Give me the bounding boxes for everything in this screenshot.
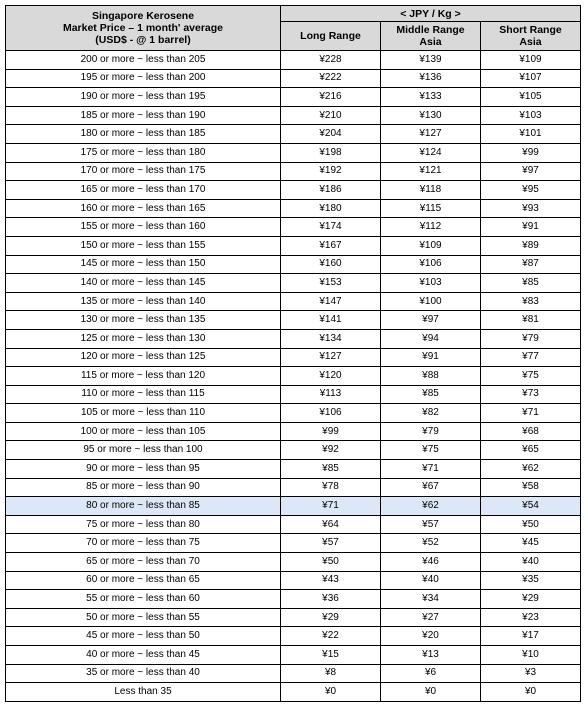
cell-middle-range: ¥118 [381,181,481,200]
cell-middle-range: ¥115 [381,199,481,218]
cell-long-range: ¥8 [281,664,381,683]
cell-middle-range: ¥133 [381,88,481,107]
cell-long-range: ¥228 [281,51,381,70]
cell-long-range: ¥0 [281,683,381,702]
cell-long-range: ¥210 [281,106,381,125]
cell-price-range: 80 or more ~ less than 85 [6,497,281,516]
cell-middle-range: ¥85 [381,385,481,404]
cell-long-range: ¥192 [281,162,381,181]
table-row [6,255,581,274]
cell-short-range: ¥91 [481,218,581,237]
cell-short-range: ¥68 [481,422,581,441]
cell-price-range: 105 or more ~ less than 110 [6,404,281,423]
table-row [6,460,581,479]
table-body [6,51,581,702]
header-short-range-asia: Short Range Asia [481,22,581,51]
cell-middle-range: ¥57 [381,515,481,534]
cell-long-range: ¥57 [281,534,381,553]
cell-price-range: 115 or more ~ less than 120 [6,367,281,386]
cell-middle-range: ¥91 [381,348,481,367]
cell-long-range: ¥160 [281,255,381,274]
cell-price-range: 85 or more ~ less than 90 [6,478,281,497]
table-row [6,292,581,311]
table-header [6,6,581,51]
cell-middle-range: ¥124 [381,143,481,162]
cell-price-range: 180 or more ~ less than 185 [6,125,281,144]
cell-middle-range: ¥106 [381,255,481,274]
fuel-surcharge-table [5,5,581,702]
cell-short-range: ¥29 [481,590,581,609]
cell-middle-range: ¥40 [381,571,481,590]
table-row [6,441,581,460]
cell-long-range: ¥204 [281,125,381,144]
table-row [6,404,581,423]
table-row [6,143,581,162]
header-middle-range-asia: Middle Range Asia [381,22,481,51]
cell-price-range: 100 or more ~ less than 105 [6,422,281,441]
cell-short-range: ¥105 [481,88,581,107]
cell-middle-range: ¥13 [381,646,481,665]
cell-middle-range: ¥121 [381,162,481,181]
cell-long-range: ¥64 [281,515,381,534]
cell-short-range: ¥95 [481,181,581,200]
cell-middle-range: ¥100 [381,292,481,311]
cell-price-range: 165 or more ~ less than 170 [6,181,281,200]
cell-price-range: 155 or more ~ less than 160 [6,218,281,237]
table-row [6,553,581,572]
cell-short-range: ¥79 [481,329,581,348]
table-row [6,664,581,683]
cell-long-range: ¥147 [281,292,381,311]
cell-price-range: 75 or more ~ less than 80 [6,515,281,534]
cell-short-range: ¥71 [481,404,581,423]
cell-middle-range: ¥20 [381,627,481,646]
cell-short-range: ¥103 [481,106,581,125]
table-row [6,571,581,590]
cell-short-range: ¥83 [481,292,581,311]
cell-short-range: ¥10 [481,646,581,665]
cell-short-range: ¥99 [481,143,581,162]
cell-long-range: ¥134 [281,329,381,348]
table-row [6,69,581,88]
cell-middle-range: ¥82 [381,404,481,423]
cell-price-range: 200 or more ~ less than 205 [6,51,281,70]
cell-long-range: ¥186 [281,181,381,200]
table-row [6,608,581,627]
cell-long-range: ¥174 [281,218,381,237]
cell-middle-range: ¥103 [381,274,481,293]
cell-long-range: ¥43 [281,571,381,590]
cell-price-range: 135 or more ~ less than 140 [6,292,281,311]
cell-middle-range: ¥139 [381,51,481,70]
table-row [6,478,581,497]
cell-short-range: ¥50 [481,515,581,534]
cell-middle-range: ¥109 [381,236,481,255]
cell-short-range: ¥87 [481,255,581,274]
cell-long-range: ¥113 [281,385,381,404]
cell-price-range: 40 or more ~ less than 45 [6,646,281,665]
table-row [6,162,581,181]
cell-price-range: 110 or more ~ less than 115 [6,385,281,404]
cell-long-range: ¥141 [281,311,381,330]
cell-price-range: 170 or more ~ less than 175 [6,162,281,181]
table-row [6,125,581,144]
cell-long-range: ¥99 [281,422,381,441]
cell-price-range: 45 or more ~ less than 50 [6,627,281,646]
table-row [6,311,581,330]
cell-short-range: ¥58 [481,478,581,497]
table-row [6,646,581,665]
cell-long-range: ¥106 [281,404,381,423]
table-row [6,497,581,516]
cell-price-range: 90 or more ~ less than 95 [6,460,281,479]
cell-middle-range: ¥62 [381,497,481,516]
cell-short-range: ¥107 [481,69,581,88]
cell-middle-range: ¥79 [381,422,481,441]
cell-long-range: ¥78 [281,478,381,497]
cell-short-range: ¥81 [481,311,581,330]
cell-middle-range: ¥88 [381,367,481,386]
cell-short-range: ¥101 [481,125,581,144]
cell-middle-range: ¥127 [381,125,481,144]
header-unit: < JPY / Kg > [281,6,581,22]
cell-short-range: ¥75 [481,367,581,386]
cell-short-range: ¥54 [481,497,581,516]
cell-long-range: ¥153 [281,274,381,293]
cell-price-range: 130 or more ~ less than 135 [6,311,281,330]
cell-middle-range: ¥112 [381,218,481,237]
cell-long-range: ¥92 [281,441,381,460]
cell-short-range: ¥0 [481,683,581,702]
header-long-range: Long Range [281,22,381,51]
cell-long-range: ¥180 [281,199,381,218]
cell-price-range: 150 or more ~ less than 155 [6,236,281,255]
cell-long-range: ¥50 [281,553,381,572]
cell-short-range: ¥77 [481,348,581,367]
cell-price-range: 195 or more ~ less than 200 [6,69,281,88]
cell-middle-range: ¥27 [381,608,481,627]
cell-short-range: ¥17 [481,627,581,646]
cell-short-range: ¥89 [481,236,581,255]
cell-middle-range: ¥46 [381,553,481,572]
cell-price-range: 175 or more ~ less than 180 [6,143,281,162]
cell-price-range: 50 or more ~ less than 55 [6,608,281,627]
table-row [6,218,581,237]
cell-middle-range: ¥6 [381,664,481,683]
cell-middle-range: ¥94 [381,329,481,348]
cell-long-range: ¥85 [281,460,381,479]
table-row [6,199,581,218]
table-row [6,348,581,367]
table-row [6,627,581,646]
surcharge-table-container [5,5,581,702]
table-row [6,683,581,702]
table-row [6,106,581,125]
cell-middle-range: ¥0 [381,683,481,702]
cell-long-range: ¥36 [281,590,381,609]
cell-middle-range: ¥52 [381,534,481,553]
cell-short-range: ¥40 [481,553,581,572]
cell-short-range: ¥23 [481,608,581,627]
cell-short-range: ¥85 [481,274,581,293]
cell-short-range: ¥3 [481,664,581,683]
cell-price-range: 95 or more ~ less than 100 [6,441,281,460]
table-row [6,385,581,404]
cell-long-range: ¥222 [281,69,381,88]
table-row [6,274,581,293]
cell-price-range: 140 or more ~ less than 145 [6,274,281,293]
cell-price-range: 160 or more ~ less than 165 [6,199,281,218]
cell-price-range: 65 or more ~ less than 70 [6,553,281,572]
cell-short-range: ¥93 [481,199,581,218]
table-row [6,236,581,255]
cell-long-range: ¥29 [281,608,381,627]
cell-short-range: ¥62 [481,460,581,479]
cell-long-range: ¥167 [281,236,381,255]
cell-long-range: ¥127 [281,348,381,367]
cell-price-range: Less than 35 [6,683,281,702]
table-row [6,367,581,386]
table-row [6,51,581,70]
cell-short-range: ¥35 [481,571,581,590]
cell-long-range: ¥216 [281,88,381,107]
cell-long-range: ¥22 [281,627,381,646]
table-row [6,590,581,609]
cell-price-range: 190 or more ~ less than 195 [6,88,281,107]
header-price-range: Singapore Kerosene Market Price – 1 month' average (USD$ - @ 1 barrel) [6,6,281,51]
cell-short-range: ¥97 [481,162,581,181]
cell-short-range: ¥45 [481,534,581,553]
cell-price-range: 55 or more ~ less than 60 [6,590,281,609]
cell-short-range: ¥109 [481,51,581,70]
cell-long-range: ¥71 [281,497,381,516]
cell-price-range: 60 or more ~ less than 65 [6,571,281,590]
cell-middle-range: ¥67 [381,478,481,497]
cell-price-range: 145 or more ~ less than 150 [6,255,281,274]
cell-price-range: 185 or more ~ less than 190 [6,106,281,125]
cell-price-range: 35 or more ~ less than 40 [6,664,281,683]
cell-middle-range: ¥136 [381,69,481,88]
cell-long-range: ¥15 [281,646,381,665]
cell-price-range: 70 or more ~ less than 75 [6,534,281,553]
table-row [6,329,581,348]
table-row [6,88,581,107]
cell-middle-range: ¥34 [381,590,481,609]
cell-middle-range: ¥130 [381,106,481,125]
table-row [6,534,581,553]
table-row [6,422,581,441]
cell-long-range: ¥198 [281,143,381,162]
cell-price-range: 120 or more ~ less than 125 [6,348,281,367]
cell-middle-range: ¥75 [381,441,481,460]
table-row [6,181,581,200]
table-row [6,515,581,534]
cell-short-range: ¥73 [481,385,581,404]
cell-long-range: ¥120 [281,367,381,386]
cell-middle-range: ¥97 [381,311,481,330]
cell-middle-range: ¥71 [381,460,481,479]
cell-short-range: ¥65 [481,441,581,460]
cell-price-range: 125 or more ~ less than 130 [6,329,281,348]
